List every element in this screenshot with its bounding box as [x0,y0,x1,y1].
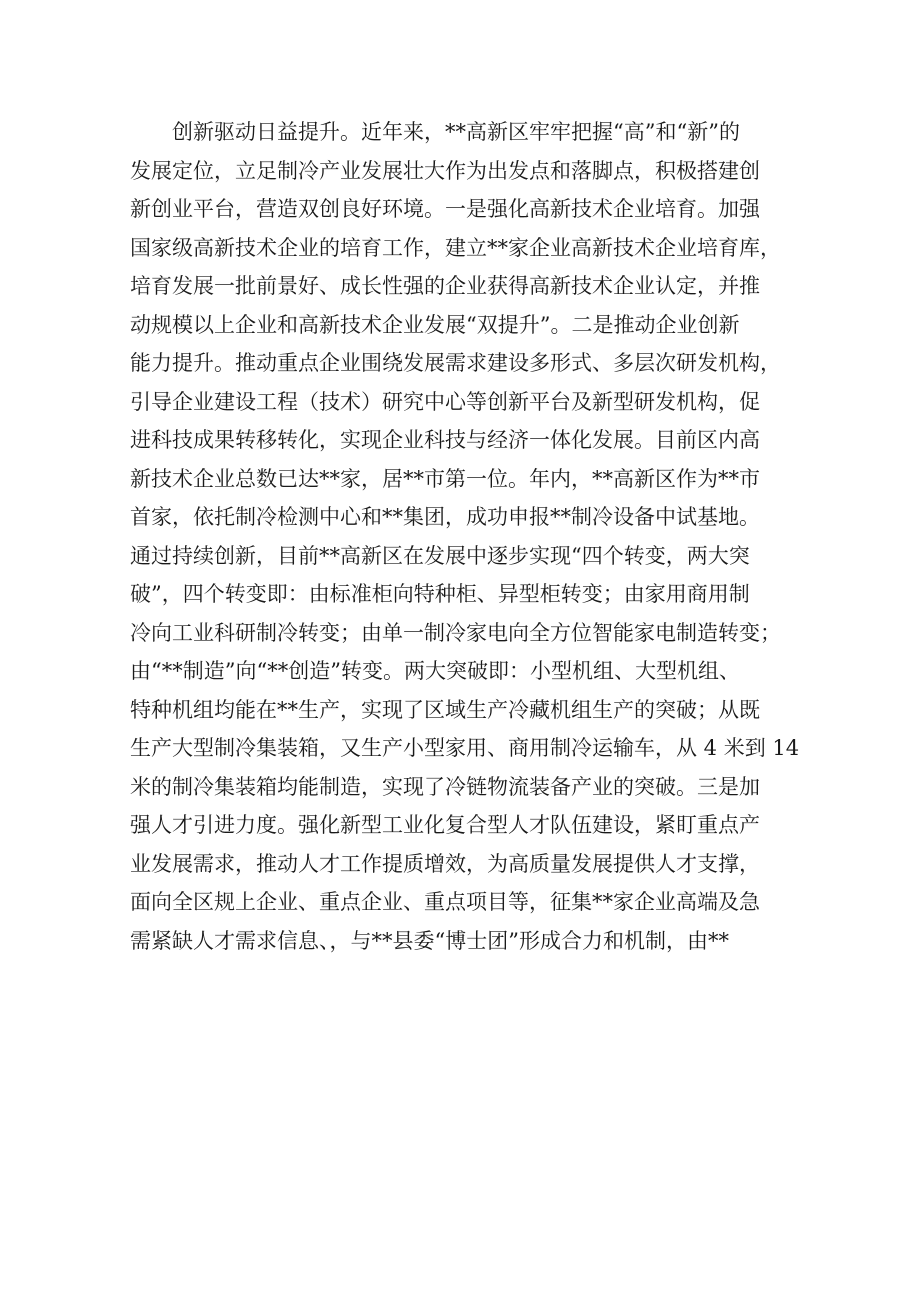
text-line: 生产大型制冷集装箱，又生产小型家用、商用制冷运输车，从 4 米到 14 [130,736,800,760]
text-line: 业发展需求，推动人才工作提质增效，为高质量发展提供人才支撑， [130,851,760,876]
text-line: 破”，四个转变即：由标准柜向特种柜、异型柜转变；由家用商用制 [130,582,750,606]
text-line: 需紧缺人才需求信息、，与**县委“博士团”形成合力和机制，由** [130,928,729,953]
text-line: 首家，依托制冷检测中心和**集团，成功申报**制冷设备中试基地。 [130,505,760,529]
text-line: 新创业平台，营造双创良好环境。一是强化高新技术企业培育。加强 [130,197,760,221]
text-line: 发展定位，立足制冷产业发展壮大作为出发点和落脚点，积极搭建创 [130,158,760,183]
text-line: 动规模以上企业和高新技术企业发展“双提升”。二是推动企业创新 [130,312,740,337]
text-line: 新技术企业总数已达**家，居**市第一位。年内，**高新区作为**市 [130,466,760,491]
text-line: 进科技成果转移转化，实现企业科技与经济一体化发展。目前区内高 [130,428,760,452]
text-line: 米的制冷集装箱均能制造，实现了冷链物流装备产业的突破。三是加 [130,774,760,799]
text-line: 强人才引进力度。强化新型工业化复合型人才队伍建设，紧盯重点产 [130,813,760,837]
text-line: 由“**制造”向“**创造”转变。两大突破即：小型机组、大型机组、 [130,659,740,683]
text-line: 引导企业建设工程（技术）研究中心等创新平台及新型研发机构，促 [130,389,760,414]
text-line: 国家级高新技术企业的培育工作，建立**家企业高新技术企业培育库， [130,235,781,260]
body-paragraph [130,113,810,960]
text-line: 面向全区规上企业、重点企业、重点项目等，征集**家企业高端及急 [130,890,760,914]
text-line: 冷向工业科研制冷转变；由单一制冷家电向全方位智能家电制造转变； [130,620,781,645]
text-line: 培育发展一批前景好、成长性强的企业获得高新技术企业认定，并推 [130,274,760,298]
text-line: 通过持续创新，目前**高新区在发展中逐步实现“四个转变，两大突 [130,543,750,568]
text-line: 创新驱动日益提升。近年来，**高新区牢牢把握“高”和“新”的 [172,120,740,144]
text-line: 能力提升。推动重点企业围绕发展需求建设多形式、多层次研发机构， [130,351,781,375]
text-line: 特种机组均能在**生产，实现了区域生产冷藏机组生产的突破；从既 [130,697,760,722]
